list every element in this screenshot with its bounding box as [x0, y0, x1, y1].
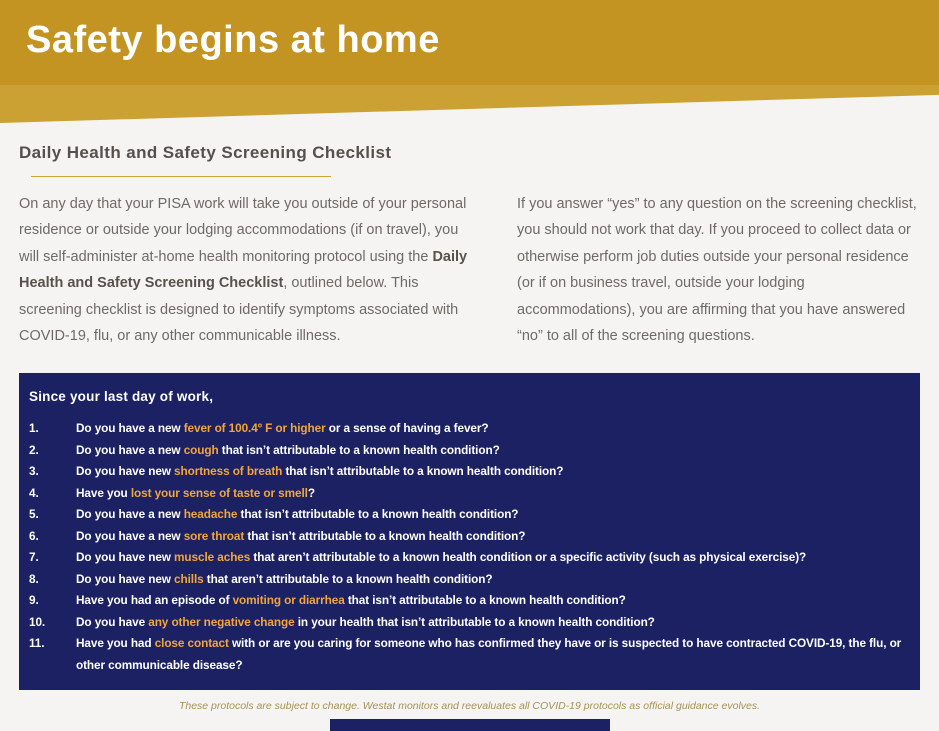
checklist-panel: [19, 373, 920, 690]
checklist-item-number: 4.: [29, 485, 39, 500]
intro-text-post: , outlined below. This screening checklist is designed to identify symptoms associated with COVID-19, flu, or any other communicable illness.: [19, 275, 459, 344]
checklist-item-text: Have you had an episode of vomiting or diarrhea that isn’t attributable to a known health condition?: [76, 593, 626, 608]
content: [0, 143, 939, 712]
checklist-item: [29, 612, 912, 634]
checklist-item: [29, 547, 912, 569]
checklist-item-highlight: chills: [174, 571, 204, 586]
checklist-item: [29, 418, 912, 440]
checklist-item-number: 6.: [29, 528, 39, 543]
checklist-item-text: Have you had close contact with or are you caring for someone who has confirmed they have or is suspected to have contracted COVID-19, the flu, or other communicable disease?: [76, 636, 902, 672]
checklist-item-text: Do you have a new cough that isn’t attributable to a known health condition?: [76, 442, 500, 457]
checklist-item-number: 10.: [29, 614, 46, 629]
checklist-item: [29, 461, 912, 483]
policy-paragraph: If you answer “yes” to any question on the screening checklist, you should not work that day. If you proceed to collect data or otherwise perform job duties outside your personal residence (or if on business travel, outside your lodging accommodations), you are affirming that you have answered “no” to all of the screening questions.: [517, 196, 917, 344]
intro-text-pre: On any day that your PISA work will take you outside of your personal residence or outside your lodging accommodations (if on travel), you will self-administer at-home health monitoring protocol using the: [19, 196, 467, 265]
intro-text-bold: Daily Health and Safety Screening Checklist: [19, 248, 468, 292]
checklist-item-highlight: lost your sense of taste or smell: [130, 485, 308, 500]
checklist-item-text: Do you have new chills that aren’t attributable to a known health condition?: [76, 571, 493, 586]
checklist-item-highlight: headache: [183, 507, 238, 522]
checklist-item-number: 5.: [29, 507, 39, 522]
section-heading: Daily Health and Safety Screening Checklist: [19, 143, 392, 162]
footnote: These protocols are subject to change. Westat monitors and reevaluates all COVID-19 protocols as official guidance evolves.: [178, 700, 761, 713]
checklist-item: [29, 569, 912, 591]
checklist-item: [29, 483, 912, 505]
checklist-title: Since your last day of work,: [29, 389, 214, 405]
intro-paragraph: [19, 191, 471, 349]
checklist-item-text: Do you have new shortness of breath that isn’t attributable to a known health condition?: [76, 464, 564, 479]
checklist-item-text: Do you have any other negative change in your health that isn’t attributable to a known health condition?: [76, 614, 655, 629]
checklist-item-text: Have you lost your sense of taste or smell?: [76, 485, 315, 500]
checklist-item-number: 2.: [29, 442, 39, 457]
checklist-item-number: 7.: [29, 550, 39, 565]
checklist-item-highlight: cough: [183, 442, 219, 457]
checklist-item-highlight: sore throat: [183, 528, 245, 543]
bottom-navy-bar: [330, 719, 610, 731]
checklist-item-number: 3.: [29, 464, 39, 479]
checklist-item: [29, 440, 912, 462]
checklist-item-number: 9.: [29, 593, 39, 608]
top-banner: [0, 0, 939, 85]
heading-underline: [31, 176, 331, 177]
checklist-item: [29, 504, 912, 526]
checklist-item-highlight: muscle aches: [174, 550, 251, 565]
checklist-item: [29, 526, 912, 548]
checklist-item-highlight: close contact: [154, 636, 229, 651]
checklist-item: [29, 590, 912, 612]
checklist-item-text: Do you have a new headache that isn’t attributable to a known health condition?: [76, 507, 519, 522]
checklist-item-number: 1.: [29, 421, 39, 436]
checklist-item-highlight: shortness of breath: [174, 464, 283, 479]
checklist-item-number: 11.: [29, 636, 45, 651]
checklist-item-number: 8.: [29, 571, 39, 586]
banner-title: Safety begins at home: [26, 19, 440, 61]
checklist-item: [29, 633, 912, 676]
checklist-items: [29, 418, 912, 676]
banner-diagonal: [0, 85, 939, 123]
checklist-item-highlight: any other negative change: [148, 614, 295, 629]
checklist-item-text: Do you have a new sore throat that isn’t attributable to a known health condition?: [76, 528, 526, 543]
checklist-item-text: Do you have new muscle aches that aren’t attributable to a known health condition or a specific activity (such as physical exercise)?: [76, 550, 807, 565]
intro-columns: [19, 191, 920, 349]
checklist-item-highlight: fever of 100.4º F or higher: [183, 421, 326, 436]
checklist-item-highlight: vomiting or diarrhea: [232, 593, 345, 608]
checklist-item-text: Do you have a new fever of 100.4º F or higher or a sense of having a fever?: [76, 421, 489, 436]
